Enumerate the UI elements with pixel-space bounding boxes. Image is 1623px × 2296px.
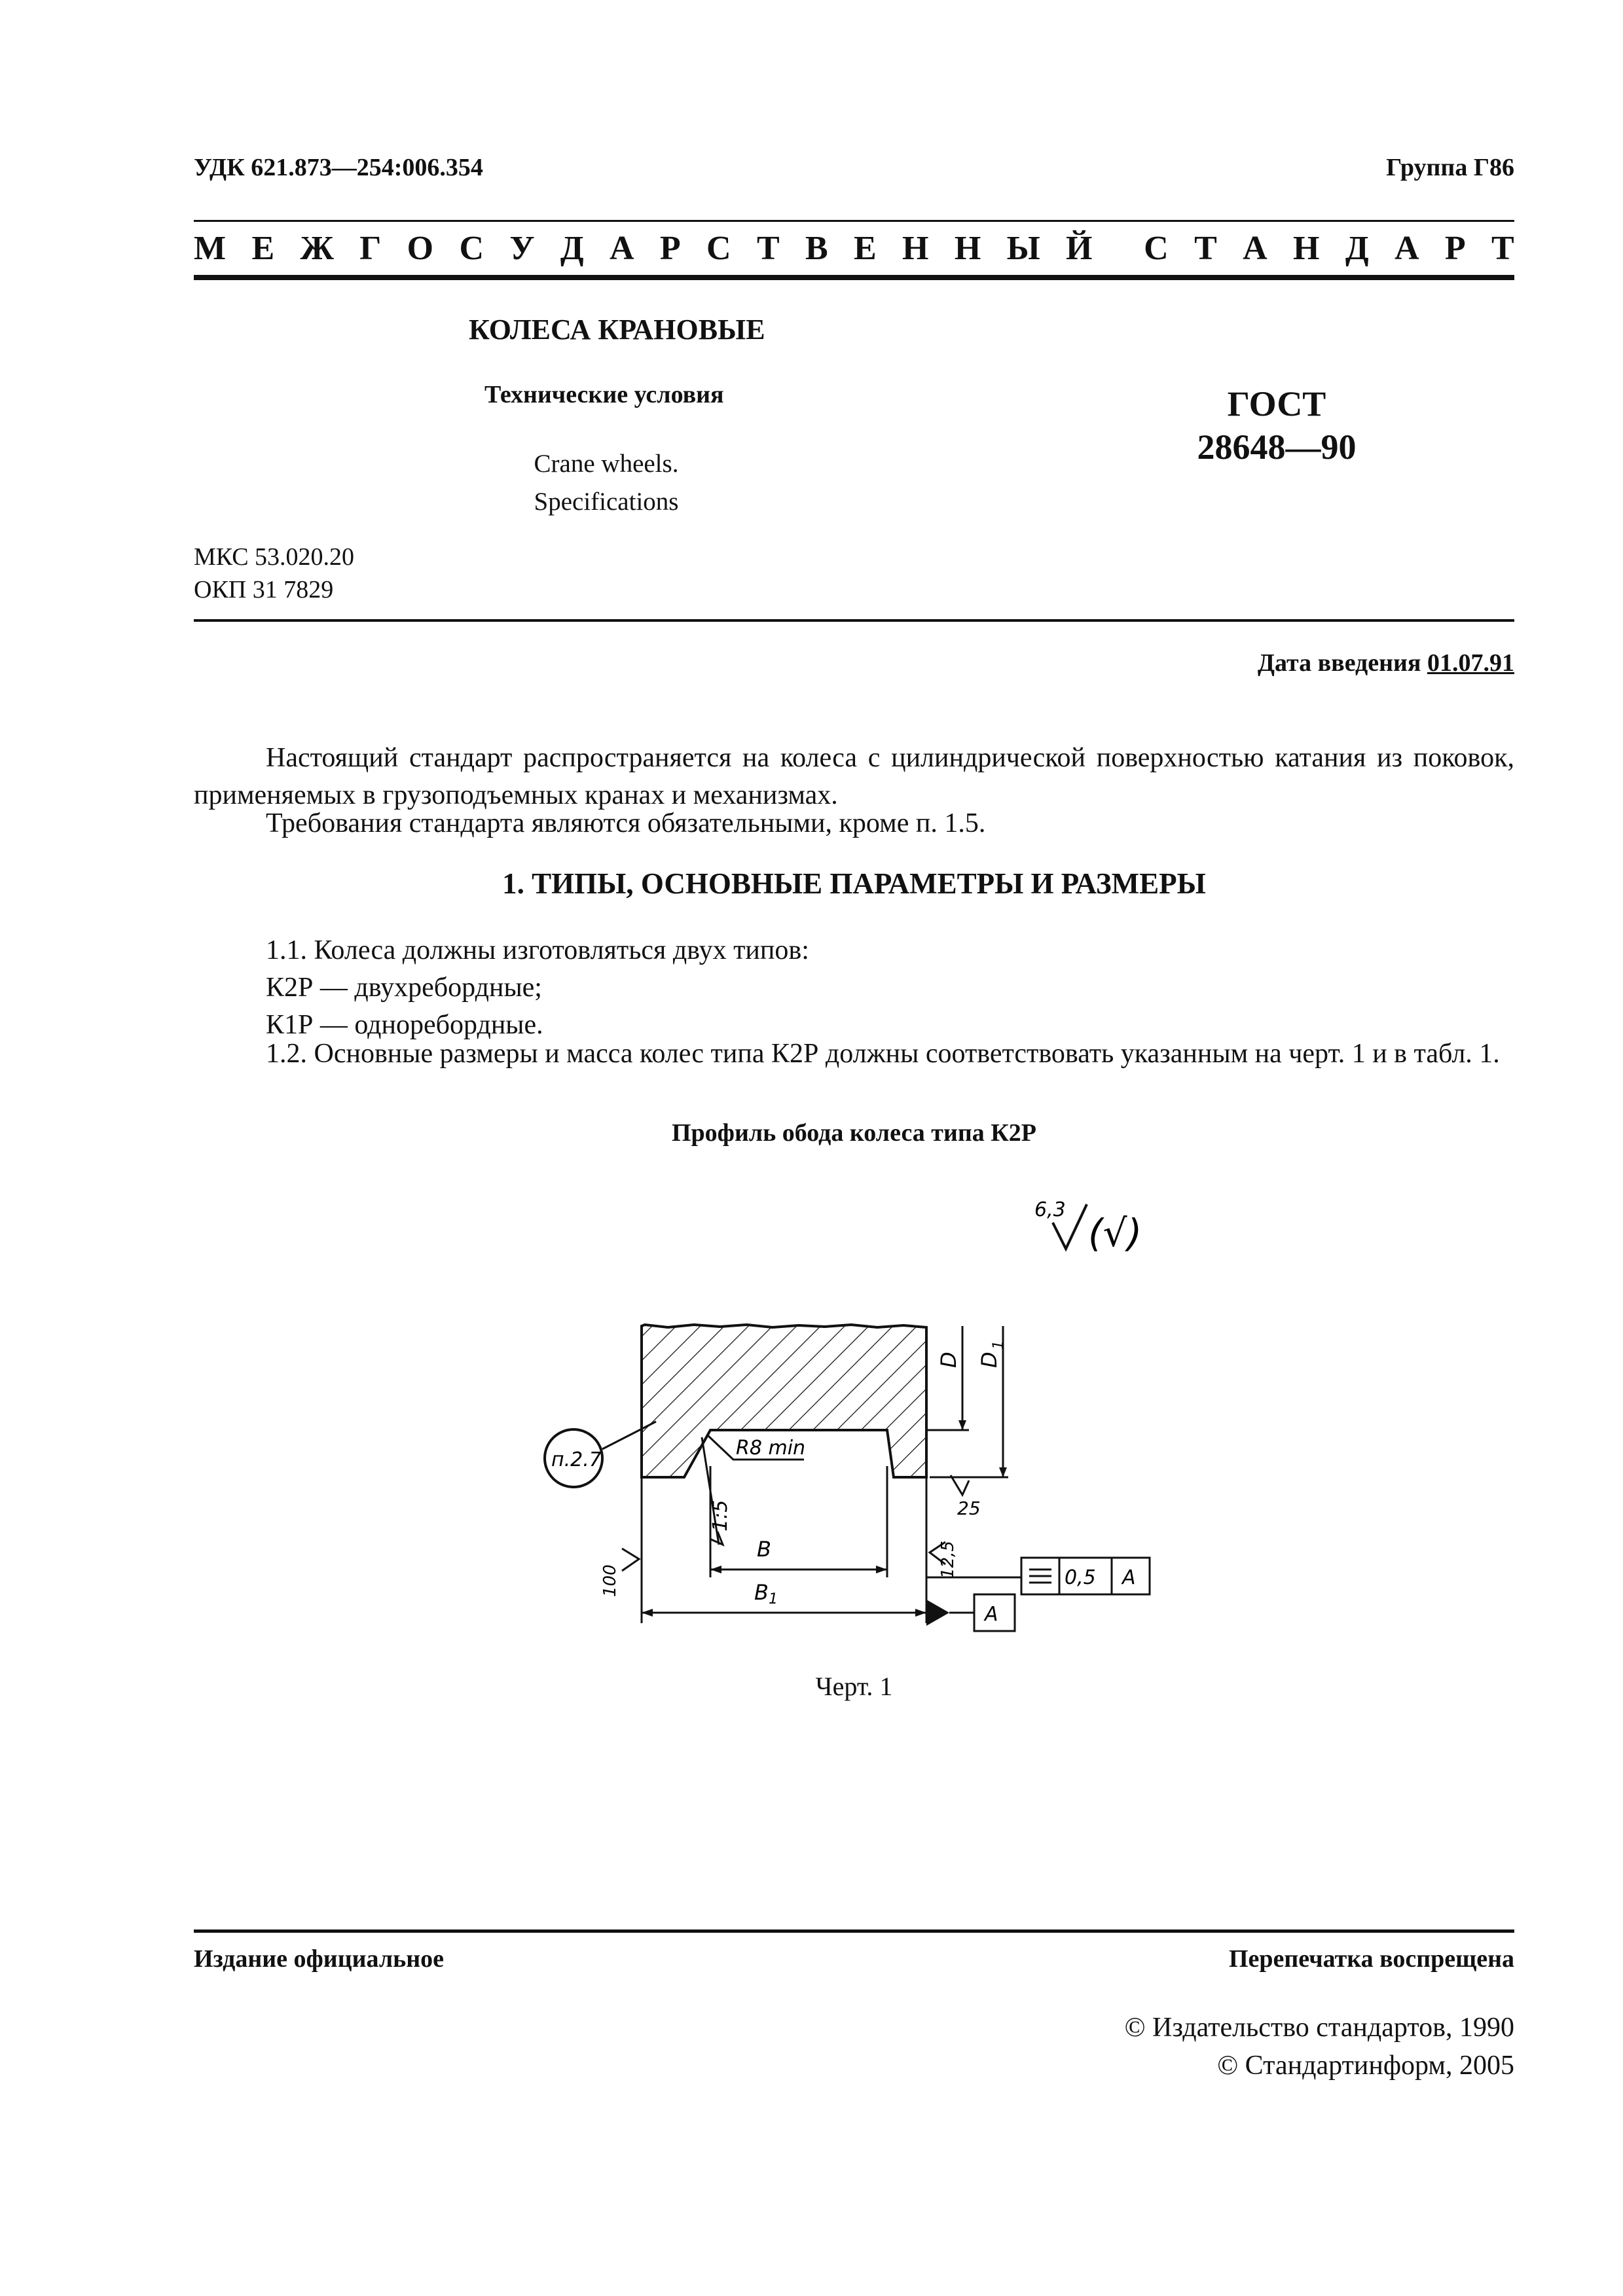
banner-top-rule (194, 220, 1514, 222)
banner-letter: Н (954, 230, 981, 267)
banner-letter: У (509, 230, 535, 267)
banner-letter: Т (756, 230, 780, 267)
mks-code: МКС 53.020.20 (194, 543, 355, 571)
dim-b1-sub: 1 (769, 1591, 778, 1607)
tolerance-value: 0,5 (1065, 1566, 1096, 1589)
banner-letter: Е (251, 230, 275, 267)
dim-d1-sub: 1 (991, 1340, 1007, 1350)
gost-label: ГОСТ (1227, 384, 1326, 423)
copyright-2005: © Стандартинформ, 2005 (1217, 2051, 1514, 2081)
copyright-1990: © Издательство стандартов, 1990 (1124, 2013, 1514, 2043)
paragraph-1-2: 1.2. Основные размеры и масса колес типа К2Р должны соответствовать указанным на черт. 1 и в табл. 1. (266, 1039, 1500, 1069)
wheel-rim-profile-drawing (511, 1178, 1205, 1662)
roughness-12-5: 12,5 (938, 1541, 958, 1579)
tolerance-frame (1021, 1558, 1150, 1594)
dim-d1-label: D (977, 1352, 1002, 1368)
footer-rule (194, 1929, 1514, 1933)
tolerance-datum: A (1122, 1566, 1136, 1589)
english-title-line1: Crane wheels. (534, 450, 679, 478)
intro-date-value: 01.07.91 (1427, 649, 1514, 677)
paragraph-type-k2r: К2Р — двухребордные; (266, 973, 542, 1003)
gost-code: 28648—90 (1197, 427, 1357, 467)
slope-label: 1:5 (709, 1499, 732, 1532)
banner-letter: Р (1444, 230, 1466, 267)
classification-codes (194, 541, 354, 606)
section-heading: 1. ТИПЫ, ОСНОВНЫЕ ПАРАМЕТРЫ И РАЗМЕРЫ (502, 867, 1206, 900)
paragraph-mandatory: Требования стандарта являются обязательными, кроме п. 1.5. (266, 808, 986, 838)
banner-letter: Д (1345, 230, 1369, 267)
dim-b1-label: B (754, 1580, 769, 1605)
banner-letter: В (805, 230, 828, 267)
banner-letter: С (706, 230, 731, 267)
roughness-symbol (1034, 1198, 1142, 1255)
document-subtitle: Технические условия (484, 381, 724, 408)
paragraph-1-1: 1.1. Колеса должны изготовляться двух типов: (266, 935, 809, 965)
paragraph-type-k1r: К1Р — одноребордные. (266, 1010, 543, 1040)
banner-letter: Ы (1006, 230, 1040, 267)
banner-letter: С (459, 230, 484, 267)
title-block-rule (194, 619, 1514, 622)
banner-letter: Ж (300, 230, 334, 267)
english-title (475, 445, 737, 521)
roughness-100: 100 (600, 1564, 620, 1597)
banner-letter: Т (1491, 230, 1514, 267)
udc-code: УДК 621.873—254:006.354 (194, 154, 483, 181)
banner-letter: Г (359, 230, 382, 267)
dim-d-label: D (936, 1352, 961, 1368)
edition-note: Издание официальное (194, 1945, 445, 1973)
reprint-note: Перепечатка воспрещена (1228, 1945, 1514, 1973)
banner-letter: Т (1194, 230, 1217, 267)
banner-letter: Н (902, 230, 929, 267)
banner-letter: Н (1293, 230, 1320, 267)
banner-letter: Р (659, 230, 681, 267)
intro-date (1258, 647, 1514, 679)
gost-number (1192, 382, 1362, 469)
english-title-line2: Specifications (534, 488, 679, 516)
figure-label: Черт. 1 (815, 1672, 893, 1701)
datum-label: A (985, 1603, 998, 1626)
roughness-paren: (√) (1088, 1211, 1142, 1255)
banner-letter: А (1394, 230, 1419, 267)
document-title: КОЛЕСА КРАНОВЫЕ (469, 314, 765, 346)
banner-letter: Е (854, 230, 877, 267)
banner-letter: М (194, 230, 227, 267)
banner-letter: А (610, 230, 634, 267)
banner-letter: Й (1066, 230, 1093, 267)
banner-letter: А (1243, 230, 1267, 267)
dim-b-label: B (757, 1537, 771, 1562)
note-ref-text: п.2.7 (551, 1448, 602, 1471)
intro-date-label: Дата введения (1257, 649, 1421, 677)
figure-caption: Профиль обода колеса типа К2Р (671, 1119, 1036, 1147)
banner-bottom-rule (194, 275, 1514, 280)
roughness-25: 25 (957, 1498, 981, 1519)
roughness-value: 6,3 (1034, 1198, 1066, 1221)
radius-label: R8 min (736, 1437, 806, 1460)
okp-code: ОКП 31 7829 (194, 576, 334, 603)
group-code: Группа Г86 (1386, 154, 1514, 181)
paragraph-scope: Настоящий стандарт распространяется на колеса с цилиндрической поверхностью катания из поковок, применяемых в грузоподъемных кранах и механизмах. (194, 743, 1514, 810)
banner-letter: Д (560, 230, 584, 267)
standard-type-banner (194, 229, 1514, 268)
banner-letter: О (407, 230, 434, 267)
banner-letter: С (1144, 230, 1169, 267)
